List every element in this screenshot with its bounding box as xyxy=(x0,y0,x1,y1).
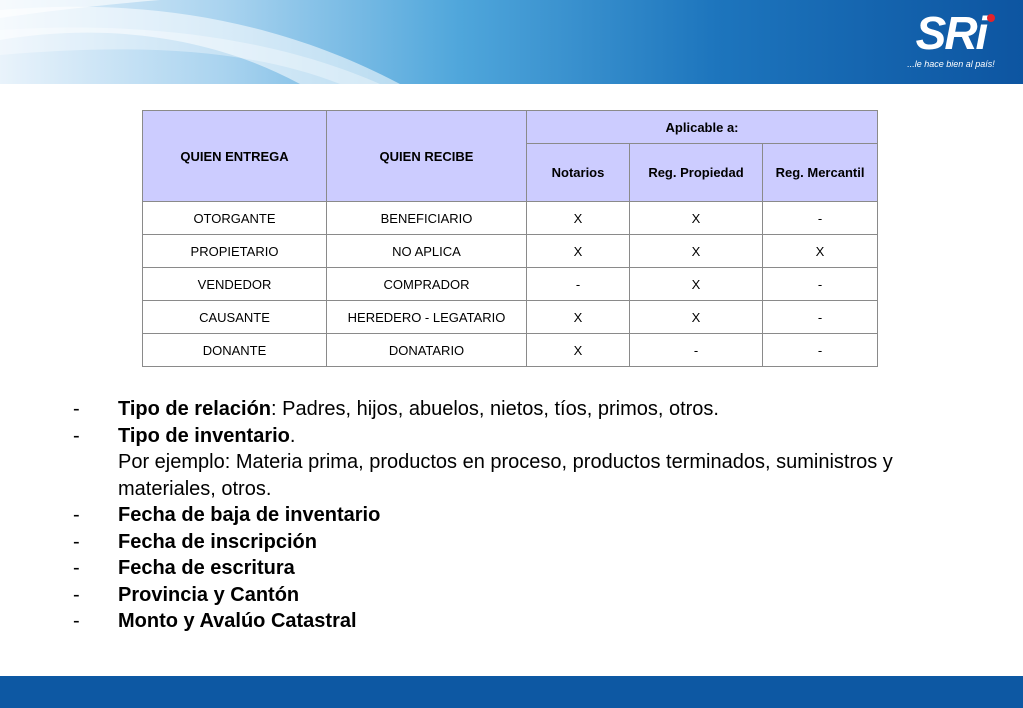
table-cell: X xyxy=(527,334,630,367)
table-cell: - xyxy=(527,268,630,301)
bullet-dash: - xyxy=(73,398,80,420)
table-cell: BENEFICIARIO xyxy=(327,202,527,235)
header-reg-mercantil: Reg. Mercantil xyxy=(763,144,878,202)
table-cell: X xyxy=(630,268,763,301)
bullet-bold: Fecha de escritura xyxy=(118,557,295,579)
bullet-dash: - xyxy=(73,424,80,447)
bullet-dash: - xyxy=(73,557,80,579)
table-row xyxy=(143,268,878,301)
table-cell: HEREDERO - LEGATARIO xyxy=(327,301,527,334)
table-cell: - xyxy=(630,334,763,367)
header-notarios: Notarios xyxy=(527,144,630,202)
example-paragraph: Por ejemplo: Materia prima, productos en proceso, productos terminados, suministros y materiales, otros. xyxy=(118,451,893,500)
table-cell: NO APLICA xyxy=(327,235,527,268)
list-item xyxy=(70,502,990,529)
sri-logo xyxy=(901,8,1001,78)
table-cell: VENDEDOR xyxy=(143,268,327,301)
list-item xyxy=(70,423,990,450)
table-cell: X xyxy=(527,235,630,268)
bullet-dash: - xyxy=(73,583,80,606)
table-cell: - xyxy=(763,334,878,367)
bullet-bold: Tipo de inventario xyxy=(118,424,290,447)
table-cell: X xyxy=(763,235,878,268)
relationship-table xyxy=(142,110,878,367)
table-row xyxy=(143,235,878,268)
bullet-bold: Fecha de baja de inventario xyxy=(118,504,381,526)
logo-tagline: ...le hace bien al país! xyxy=(907,59,995,69)
bullet-bold: Fecha de inscripción xyxy=(118,530,317,553)
bullet-bold: Tipo de relación xyxy=(118,398,271,420)
table-row xyxy=(143,202,878,235)
list-item xyxy=(70,608,990,635)
table-cell: PROPIETARIO xyxy=(143,235,327,268)
list-item xyxy=(70,396,990,423)
bullet-text: : Padres, hijos, abuelos, nietos, tíos, primos, otros. xyxy=(271,398,719,420)
header-aplicable-a: Aplicable a: xyxy=(527,111,878,144)
table-cell: COMPRADOR xyxy=(327,268,527,301)
table-cell: X xyxy=(630,202,763,235)
table-cell: - xyxy=(763,301,878,334)
table-row xyxy=(143,301,878,334)
table-cell: - xyxy=(763,202,878,235)
bullet-dash: - xyxy=(73,530,80,553)
bullet-dash: - xyxy=(73,610,80,632)
header-band xyxy=(0,0,1023,84)
list-item xyxy=(70,529,990,556)
bullet-text: . xyxy=(289,424,296,447)
logo-dot xyxy=(987,14,995,22)
logo-text: SRi xyxy=(915,7,987,59)
table-cell: X xyxy=(630,301,763,334)
footer-band xyxy=(0,676,1023,708)
bullet-bold: Monto y Avalúo Catastral xyxy=(118,610,357,632)
header-quien-entrega: QUIEN ENTREGA xyxy=(143,111,327,202)
header-swoosh xyxy=(0,0,1023,84)
table-cell: OTORGANTE xyxy=(143,202,327,235)
header-quien-recibe: QUIEN RECIBE xyxy=(327,111,527,202)
table-cell: X xyxy=(630,235,763,268)
header-reg-propiedad: Reg. Propiedad xyxy=(630,144,763,202)
bullet-bold: Provincia y Cantón xyxy=(118,583,300,606)
table-cell: X xyxy=(527,202,630,235)
list-item xyxy=(70,582,990,609)
table-cell: X xyxy=(527,301,630,334)
list-item xyxy=(70,555,990,582)
table-cell: DONATARIO xyxy=(327,334,527,367)
table-cell: DONANTE xyxy=(143,334,327,367)
bullet-list xyxy=(70,396,990,635)
table-cell: - xyxy=(763,268,878,301)
table-cell: CAUSANTE xyxy=(143,301,327,334)
bullet-dash: - xyxy=(73,504,80,526)
table-row xyxy=(143,334,878,367)
